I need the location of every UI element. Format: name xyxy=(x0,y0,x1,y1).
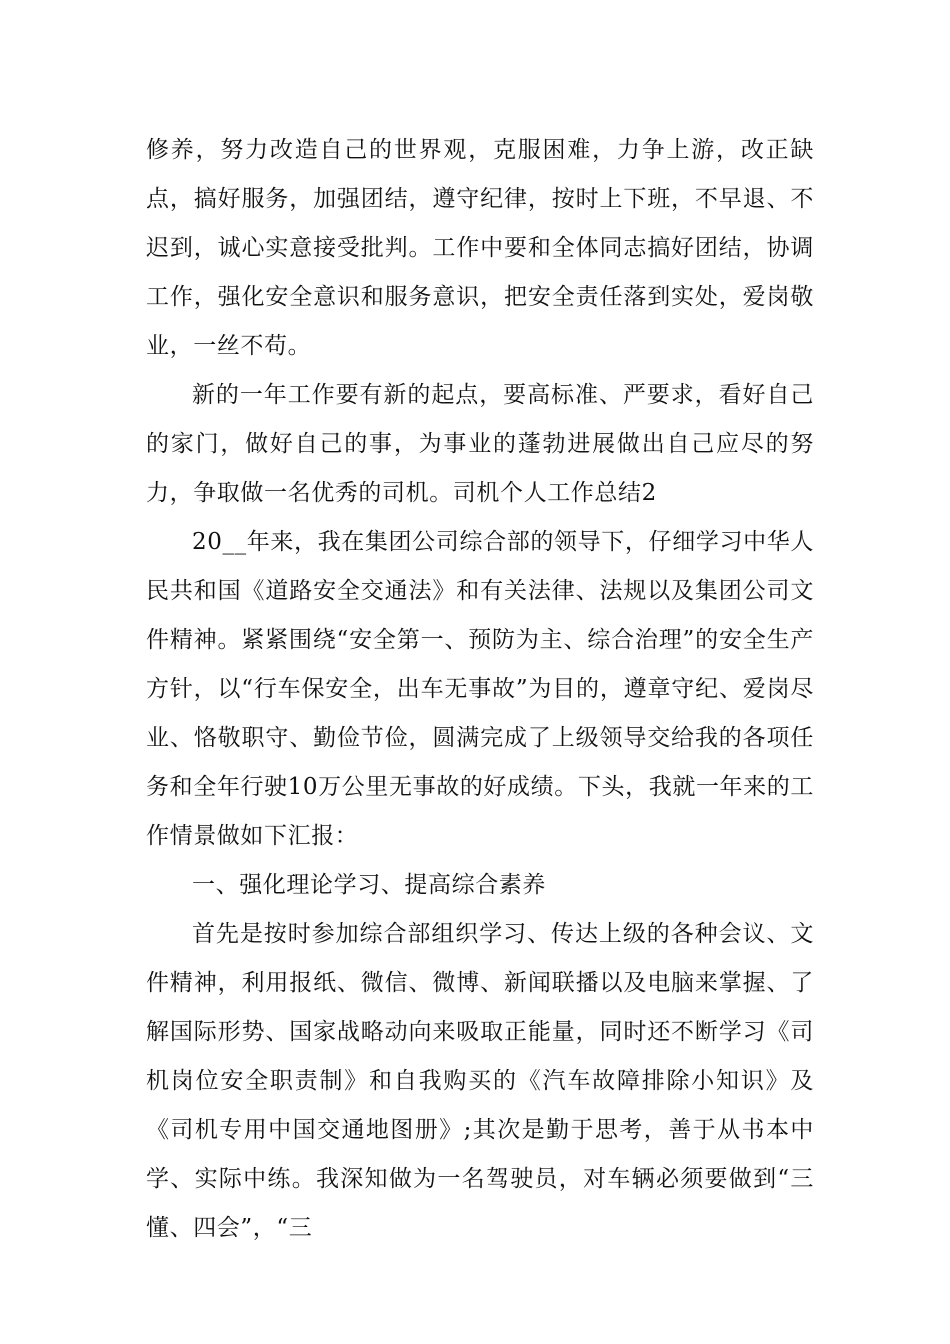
document-body xyxy=(146,126,814,1253)
paragraph-3: 20__年来，我在集团公司综合部的领导下，仔细学习中华人民共和国《道路安全交通法》和有关法律、法规以及集团公司文件精神。紧紧围绕“安全第一、预防为主、综合治理”的安全生产方针，以“行车保安全，出车无事故”为目的，遵章守纪、爱岗尽业、恪敬职守、勤俭节俭，圆满完成了上级领导交给我的各项任务和全年行驶10万公里无事故的好成绩。下头，我就一年来的工作情景做如下汇报： xyxy=(146,529,814,849)
paragraph-2: 新的一年工作要有新的起点，要高标准、严要求，看好自己的家门，做好自己的事，为事业的蓬勃进展做出自己应尽的努力，争取做一名优秀的司机。司机个人工作总结2 xyxy=(146,382,814,506)
section-heading: 一、强化理论学习、提高综合素养 xyxy=(192,872,546,898)
paragraph-1: 修养，努力改造自己的世界观，克服困难，力争上游，改正缺点，搞好服务，加强团结，遵守纪律，按时上下班，不早退、不迟到，诚心实意接受批判。工作中要和全体同志搞好团结，协调工作，强化安全意识和服务意识，把安全责任落到实处，爱岗敬业，一丝不苟。 xyxy=(146,137,814,359)
paragraph-5: 首先是按时参加综合部组织学习、传达上级的各种会议、文件精神，利用报纸、微信、微博、新闻联播以及电脑来掌握、了解国际形势、国家战略动向来吸取正能量，同时还不断学习《司机岗位安全职责制》和自我购买的《汽车故障排除小知识》及《司机专用中国交通地图册》;其次是勤于思考，善于从书本中学、实际中练。我深知做为一名驾驶员，对车辆必须要做到“三懂、四会”，“三 xyxy=(146,921,814,1241)
